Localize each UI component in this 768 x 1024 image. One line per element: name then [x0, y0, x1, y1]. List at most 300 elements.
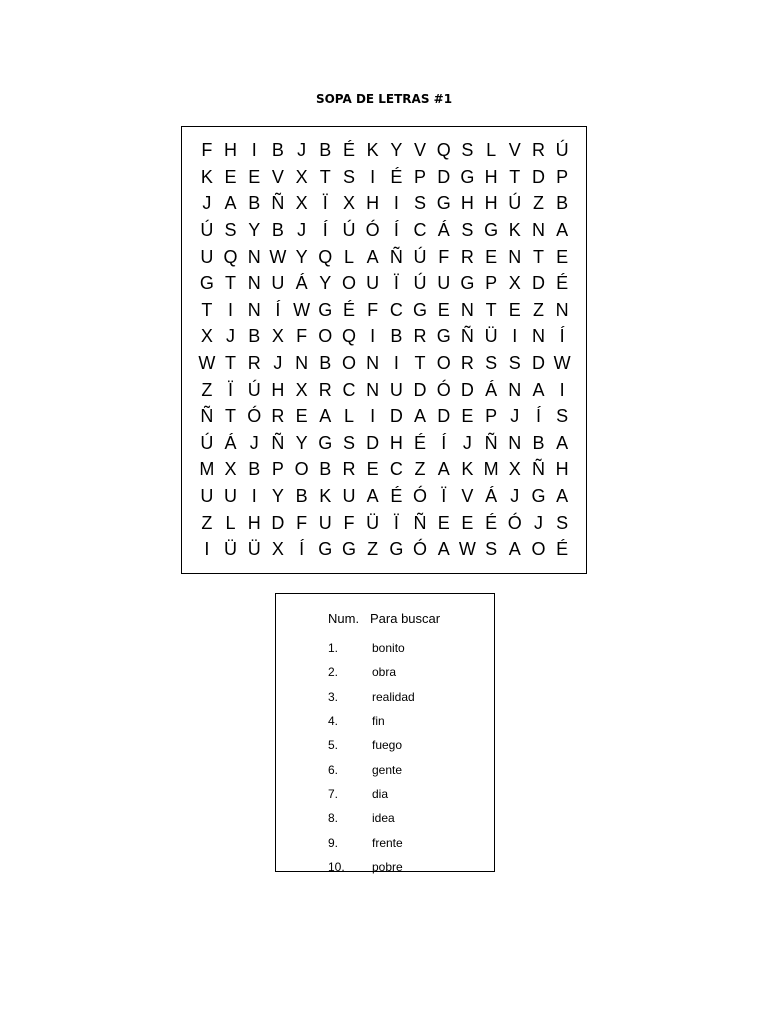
grid-cell: Á: [485, 486, 498, 507]
grid-cell: D: [366, 432, 380, 453]
grid-cell: H: [224, 140, 238, 161]
grid-cell: Ï: [393, 512, 399, 533]
word-list-item: [328, 806, 415, 830]
grid-cell: X: [508, 459, 521, 480]
grid-cell: É: [485, 512, 498, 533]
grid-cell: Ñ: [413, 512, 427, 533]
grid-cell: É: [390, 166, 403, 187]
grid-cell: A: [319, 406, 332, 427]
grid-cell: N: [366, 353, 380, 374]
grid-cell: D: [460, 379, 474, 400]
grid-cell: W: [458, 539, 476, 560]
header-num: Num.: [328, 611, 360, 626]
grid-cell: I: [393, 353, 399, 374]
grid-cell: T: [201, 299, 213, 320]
grid-cell: U: [437, 273, 451, 294]
grid-cell: F: [438, 246, 450, 267]
grid-cell: S: [414, 193, 427, 214]
grid-cell: Ü: [484, 326, 498, 347]
grid-cell: I: [559, 379, 565, 400]
grid-cell: S: [461, 220, 474, 241]
grid-cell: Y: [319, 273, 332, 294]
grid-cell: E: [556, 246, 569, 267]
grid-cell: F: [367, 299, 379, 320]
grid-cell: N: [508, 246, 522, 267]
grid-cell: F: [296, 326, 308, 347]
item-number: 2.: [328, 665, 339, 680]
grid-cell: F: [201, 140, 213, 161]
grid-cell: U: [366, 273, 380, 294]
grid-cell: A: [508, 539, 521, 560]
grid-cell: P: [485, 273, 498, 294]
grid-cell: Z: [201, 512, 213, 533]
grid-cell: X: [295, 379, 308, 400]
grid-cell: O: [318, 326, 333, 347]
grid-cell: T: [532, 246, 544, 267]
grid-cell: Q: [436, 140, 451, 161]
grid-cell: G: [436, 326, 451, 347]
grid-cell: Ñ: [200, 406, 214, 427]
grid-cell: N: [247, 246, 261, 267]
grid-row: [195, 217, 575, 244]
grid-cell: G: [199, 273, 214, 294]
grid-cell: G: [413, 299, 428, 320]
grid-cell: Ú: [200, 220, 214, 241]
item-word: frente: [372, 835, 403, 850]
grid-cell: E: [437, 299, 450, 320]
grid-cell: R: [318, 379, 332, 400]
grid-cell: Z: [367, 539, 379, 560]
grid-cell: K: [319, 486, 332, 507]
item-number: 4.: [328, 714, 339, 729]
item-number: 9.: [328, 835, 339, 850]
header-word: Para buscar: [370, 611, 441, 626]
grid-cell: K: [366, 140, 379, 161]
grid-cell: M: [199, 459, 215, 480]
grid-row: [195, 243, 575, 270]
grid-cell: E: [461, 406, 474, 427]
grid-cell: I: [370, 166, 376, 187]
grid-cell: B: [319, 459, 332, 480]
grid-cell: I: [512, 326, 518, 347]
word-list-items: [328, 636, 415, 879]
grid-cell: N: [555, 299, 569, 320]
grid-cell: U: [318, 512, 332, 533]
word-list-box: [275, 593, 495, 872]
grid-cell: Ó: [436, 379, 451, 400]
grid-cell: Y: [390, 140, 403, 161]
grid-cell: N: [531, 220, 545, 241]
grid-cell: G: [460, 166, 475, 187]
grid-cell: J: [249, 432, 259, 453]
grid-cell: B: [532, 432, 545, 453]
grid-cell: Á: [224, 432, 237, 453]
grid-cell: B: [271, 220, 284, 241]
grid-row: [195, 350, 575, 377]
grid-cell: Y: [295, 246, 308, 267]
grid-cell: S: [461, 140, 474, 161]
grid-cell: U: [342, 486, 356, 507]
grid-cell: D: [531, 353, 545, 374]
grid-cell: Z: [532, 299, 544, 320]
grid-cell: A: [224, 193, 237, 214]
grid-cell: É: [414, 432, 427, 453]
grid-cell: T: [414, 353, 426, 374]
grid-cell: B: [295, 486, 308, 507]
grid-cell: G: [484, 220, 499, 241]
grid-cell: Ü: [224, 539, 238, 560]
grid-cell: B: [248, 193, 261, 214]
grid-cell: O: [531, 539, 546, 560]
grid-cell: B: [319, 353, 332, 374]
grid-cell: J: [202, 193, 212, 214]
item-number: 3.: [328, 689, 339, 704]
grid-cell: H: [366, 193, 380, 214]
grid-cell: X: [224, 459, 237, 480]
grid-cell: Ñ: [531, 459, 545, 480]
grid-cell: Ú: [247, 379, 261, 400]
grid-cell: R: [531, 140, 545, 161]
item-word: dia: [372, 786, 389, 801]
grid-cell: X: [295, 193, 308, 214]
grid-cell: V: [461, 486, 474, 507]
grid-cell: K: [461, 459, 474, 480]
grid-cell: Ó: [507, 512, 522, 533]
grid-cell: Í: [559, 326, 565, 347]
grid-cell: A: [437, 459, 450, 480]
grid-cell: R: [460, 246, 474, 267]
grid-cell: Í: [275, 299, 281, 320]
grid-cell: Q: [223, 246, 238, 267]
word-list-item: [328, 636, 415, 660]
grid-cell: J: [533, 512, 543, 533]
grid-cell: Ú: [342, 220, 356, 241]
grid-cell: U: [271, 273, 285, 294]
grid-cell: J: [510, 486, 520, 507]
page-title: SOPA DE LETRAS #1: [315, 92, 453, 106]
grid-cell: Ñ: [271, 193, 285, 214]
grid-cell: R: [342, 459, 356, 480]
grid-cell: Y: [295, 432, 308, 453]
grid-cell: S: [342, 432, 355, 453]
grid-cell: N: [508, 379, 522, 400]
word-list-header: [328, 611, 440, 626]
grid-cell: U: [200, 246, 214, 267]
grid-cell: Í: [393, 220, 399, 241]
grid-cell: H: [247, 512, 261, 533]
grid-cell: Í: [441, 432, 447, 453]
letter-grid-box: [181, 126, 587, 574]
grid-cell: A: [556, 220, 569, 241]
grid-cell: L: [343, 246, 354, 267]
grid-cell: É: [342, 299, 355, 320]
grid-cell: X: [271, 539, 284, 560]
grid-cell: N: [508, 432, 522, 453]
grid-cell: Ï: [393, 273, 399, 294]
word-list-item: [328, 782, 415, 806]
word-list-item: [328, 660, 415, 684]
grid-cell: A: [556, 486, 569, 507]
word-list-item: [328, 685, 415, 709]
grid-cell: Á: [437, 220, 450, 241]
grid-cell: Á: [295, 273, 308, 294]
grid-cell: Z: [414, 459, 426, 480]
grid-cell: S: [224, 220, 237, 241]
grid-cell: A: [556, 432, 569, 453]
grid-cell: J: [297, 220, 307, 241]
grid-cell: I: [370, 326, 376, 347]
grid-row: [195, 190, 575, 217]
grid-cell: Ñ: [271, 432, 285, 453]
grid-cell: C: [389, 299, 403, 320]
grid-cell: É: [342, 140, 355, 161]
grid-cell: A: [414, 406, 427, 427]
grid-cell: W: [198, 353, 216, 374]
grid-cell: C: [342, 379, 356, 400]
item-number: 5.: [328, 738, 339, 753]
grid-cell: I: [251, 140, 257, 161]
grid-cell: B: [271, 140, 284, 161]
grid-cell: B: [556, 193, 569, 214]
grid-cell: E: [508, 299, 521, 320]
grid-cell: X: [271, 326, 284, 347]
item-word: fuego: [372, 738, 403, 753]
grid-cell: Z: [532, 193, 544, 214]
grid-cell: L: [486, 140, 497, 161]
grid-cell: F: [296, 512, 308, 533]
grid-cell: D: [271, 512, 285, 533]
grid-cell: J: [462, 432, 472, 453]
grid-row: [195, 536, 575, 563]
grid-cell: A: [532, 379, 545, 400]
grid-cell: Ï: [322, 193, 328, 214]
grid-cell: E: [461, 512, 474, 533]
item-word: gente: [372, 762, 403, 777]
grid-cell: B: [390, 326, 403, 347]
grid-cell: T: [485, 299, 497, 320]
grid-cell: S: [342, 166, 355, 187]
grid-cell: Ü: [366, 512, 380, 533]
item-word: obra: [372, 665, 397, 680]
grid-cell: U: [389, 379, 403, 400]
item-word: bonito: [372, 641, 405, 656]
grid-cell: I: [251, 486, 257, 507]
grid-cell: G: [341, 539, 356, 560]
item-number: 10.: [328, 859, 345, 874]
grid-row: [195, 403, 575, 430]
word-list-item: [328, 855, 415, 879]
grid-cell: S: [556, 512, 569, 533]
grid-cell: D: [389, 406, 403, 427]
grid-row: [195, 456, 575, 483]
grid-cell: T: [319, 166, 331, 187]
item-word: pobre: [372, 859, 403, 874]
grid-cell: Ú: [413, 246, 427, 267]
item-number: 6.: [328, 762, 339, 777]
grid-cell: G: [460, 273, 475, 294]
grid-cell: K: [508, 220, 521, 241]
grid-cell: B: [248, 459, 261, 480]
grid-cell: X: [508, 273, 521, 294]
grid-cell: T: [509, 166, 521, 187]
grid-cell: P: [556, 166, 569, 187]
grid-cell: Ü: [247, 539, 261, 560]
grid-cell: V: [414, 140, 427, 161]
grid-cell: É: [556, 273, 569, 294]
grid-cell: G: [436, 193, 451, 214]
grid-cell: O: [294, 459, 309, 480]
grid-cell: V: [508, 140, 521, 161]
grid-row: [195, 297, 575, 324]
grid-cell: J: [510, 406, 520, 427]
grid-cell: Ú: [200, 432, 214, 453]
grid-cell: Q: [341, 326, 356, 347]
grid-cell: P: [485, 406, 498, 427]
grid-cell: A: [366, 246, 379, 267]
grid-cell: V: [271, 166, 284, 187]
grid-row: [195, 509, 575, 536]
grid-cell: É: [390, 486, 403, 507]
grid-cell: C: [389, 459, 403, 480]
grid-cell: H: [484, 166, 498, 187]
grid-cell: N: [247, 273, 261, 294]
grid-cell: L: [343, 406, 354, 427]
grid-row: [195, 376, 575, 403]
item-number: 7.: [328, 786, 339, 801]
item-word: idea: [372, 811, 395, 826]
grid-cell: Z: [201, 379, 213, 400]
grid-cell: G: [531, 486, 546, 507]
item-number: 1.: [328, 641, 339, 656]
grid-cell: W: [269, 246, 287, 267]
grid-cell: X: [200, 326, 213, 347]
grid-cell: U: [224, 486, 238, 507]
grid-cell: Ú: [555, 140, 569, 161]
grid-cell: X: [342, 193, 355, 214]
grid-cell: N: [531, 326, 545, 347]
grid-cell: I: [228, 299, 234, 320]
grid-cell: M: [483, 459, 499, 480]
grid-cell: D: [437, 166, 451, 187]
word-list-item: [328, 709, 415, 733]
grid-cell: N: [366, 379, 380, 400]
grid-cell: E: [437, 512, 450, 533]
item-number: 8.: [328, 811, 339, 826]
grid-cell: E: [248, 166, 261, 187]
word-list-item: [328, 830, 415, 854]
grid-cell: R: [247, 353, 261, 374]
grid-cell: D: [531, 273, 545, 294]
grid-cell: Í: [299, 539, 305, 560]
grid-cell: Y: [248, 220, 261, 241]
grid-cell: Ñ: [484, 432, 498, 453]
grid-cell: Ï: [441, 486, 447, 507]
grid-cell: S: [485, 539, 498, 560]
grid-cell: R: [271, 406, 285, 427]
grid-row: [195, 323, 575, 350]
grid-cell: Á: [485, 379, 498, 400]
grid-cell: A: [437, 539, 450, 560]
grid-cell: E: [295, 406, 308, 427]
grid-cell: S: [508, 353, 521, 374]
grid-row: [195, 164, 575, 191]
grid-cell: Ï: [228, 379, 234, 400]
grid-cell: N: [460, 299, 474, 320]
grid-cell: H: [460, 193, 474, 214]
grid-cell: Ú: [508, 193, 522, 214]
grid-cell: G: [318, 432, 333, 453]
grid-cell: J: [297, 140, 307, 161]
grid-cell: R: [460, 353, 474, 374]
grid-row: [195, 430, 575, 457]
grid-cell: B: [319, 140, 332, 161]
grid-cell: J: [226, 326, 236, 347]
grid-cell: U: [200, 486, 214, 507]
grid-cell: S: [485, 353, 498, 374]
grid-cell: E: [224, 166, 237, 187]
grid-cell: D: [531, 166, 545, 187]
grid-cell: S: [556, 406, 569, 427]
grid-cell: X: [295, 166, 308, 187]
grid-row: [195, 270, 575, 297]
grid-cell: G: [389, 539, 404, 560]
grid-cell: O: [341, 353, 356, 374]
grid-cell: E: [366, 459, 379, 480]
grid-cell: Ó: [247, 406, 262, 427]
grid-cell: G: [318, 299, 333, 320]
grid-cell: Ó: [413, 486, 428, 507]
word-list-item: [328, 757, 415, 781]
grid-cell: K: [200, 166, 213, 187]
grid-cell: Q: [318, 246, 333, 267]
grid-row: [195, 137, 575, 164]
grid-cell: C: [413, 220, 427, 241]
letter-grid: [195, 137, 575, 563]
grid-cell: Ñ: [460, 326, 474, 347]
grid-cell: O: [341, 273, 356, 294]
grid-cell: T: [225, 353, 237, 374]
grid-cell: H: [484, 193, 498, 214]
grid-cell: Ó: [413, 539, 428, 560]
grid-cell: E: [485, 246, 498, 267]
grid-cell: W: [293, 299, 311, 320]
grid-cell: D: [437, 406, 451, 427]
grid-cell: P: [271, 459, 284, 480]
grid-cell: L: [225, 512, 236, 533]
grid-cell: Í: [535, 406, 541, 427]
grid-cell: Í: [322, 220, 328, 241]
grid-row: [195, 483, 575, 510]
word-list-item: [328, 733, 415, 757]
grid-cell: P: [414, 166, 427, 187]
grid-cell: I: [204, 539, 210, 560]
grid-cell: W: [553, 353, 571, 374]
grid-cell: T: [225, 273, 237, 294]
grid-cell: J: [273, 353, 283, 374]
grid-cell: Ó: [365, 220, 380, 241]
grid-cell: F: [343, 512, 355, 533]
grid-cell: É: [556, 539, 569, 560]
grid-cell: D: [413, 379, 427, 400]
grid-cell: Ñ: [389, 246, 403, 267]
grid-cell: A: [366, 486, 379, 507]
grid-cell: N: [247, 299, 261, 320]
grid-cell: T: [225, 406, 237, 427]
grid-cell: I: [393, 193, 399, 214]
grid-cell: Ú: [413, 273, 427, 294]
grid-cell: O: [436, 353, 451, 374]
item-word: realidad: [372, 689, 415, 704]
